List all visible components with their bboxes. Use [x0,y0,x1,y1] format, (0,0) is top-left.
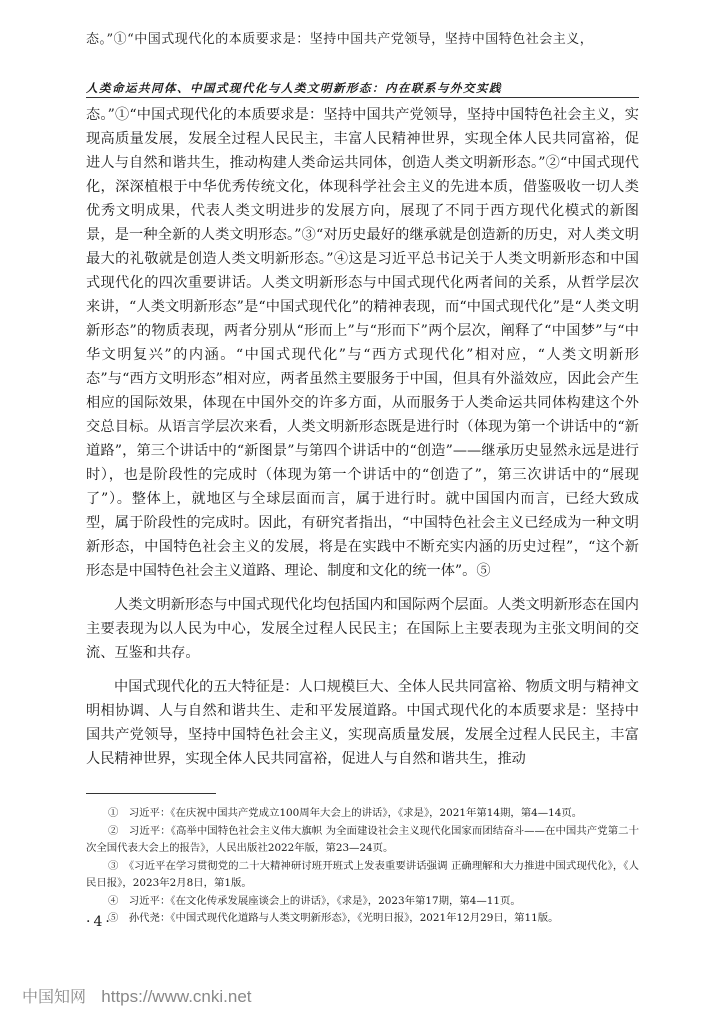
footnote-5: ⑤ 孙代尧：《中国式现代化道路与人类文明新形态》，《光明日报》，2021年12月29日，第11版。 [108,912,559,924]
page-number: ·4· [86,914,113,930]
body-paragraph-2: 人类文明新形态与中国式现代化均包括国内和国际两个层面。人类文明新形态在国内主要表现为以人民为中心，发展全过程人民民主；在国际上主要表现为主张文明间的交流、互鉴和共存。 [86,597,639,661]
cnki-watermark [22,984,252,1007]
body-paragraph-1: 态。”①“中国式现代化的本质要求是：坚持中国共产党领导，坚持中国特色社会主义，实现高质量发展，发展全过程人民民主，丰富人民精神世界，实现全体人民共同富裕，促进人与自然和谐共生，推动构建人类命运共同体，创造人类文明新形态。”②“中国式现代化，深深植根于中华优秀传统文化，体现科学社会主义的先进本质，借鉴吸收一切人类优秀文明成果，代表人类文明进步的发展方向，展现了不同于西方现代化模式的新图景，是一种全新的人类文明形态。”③“对历史最好的继承就是创造新的历史，对人类文明最大的礼敬就是创造人类文明新形态。”④这是习近平总书记关于人类文明新形态和中国式现代化的四次重要讲话。人类文明新形态与中国式现代化两者间的关系，从哲学层次来讲，“人类文明新形态”是“中国式现代化”的精神表现，而“中国式现代化”是“人类文明新形态”的物质表现，两者分别从“形而上”与“形而下”两个层次，阐释了“中国梦”与“中华文明复兴”的内涵。“中国式现代化”与“西方式现代化”相对应，“人类文明新形态”与“西方文明形态”相对应，两者虽然主要服务于中国，但具有外溢效应，因此会产生相应的国际效果，体现在中国外交的许多方面，从而服务于人类命运共同体构建这个外交总目标。从语言学层次来看，人类文明新形态既是进行时（体现为第一个讲话中的“新道路”，第三个讲话中的“新图景”与第四个讲话中的“创造”——继承历史显然永远是进行时），也是阶段性的完成时（体现为第一个讲话中的“创造了”，第三次讲话中的“展现了”）。整体上，就地区与全球层面而言，属于进行时。就中国国内而言，已经大致成型，属于阶段性的完成时。因此，有研究者指出，“中国特色社会主义已经成为一种文明新形态，中国特色社会主义的发展，将是在实践中不断充实内涵的历史过程”，“这个新形态是中国特色社会主义道路、理论、制度和文化的统一体”。⑤ [86,107,639,579]
body-text [86,103,639,781]
footnote-rule [86,793,216,794]
previous-page-top-line: 态。”①“中国式现代化的本质要求是：坚持中国共产党领导，坚持中国特色社会主义， [86,32,594,47]
footnote-1: ① 习近平：《在庆祝中国共产党成立100周年大会上的讲话》，《求是》，2021年第14期，第4—14页。 [108,807,583,819]
footnote-2: ② 习近平：《高举中国特色社会主义伟大旗帜 为全面建设社会主义现代化国家而团结奋斗——在中国共产党第二十次全国代表大会上的报告》，人民出版社2022年版，第23—24页。 [86,824,639,854]
footnote-3: ③ 《习近平在学习贯彻党的二十大精神研讨班开班式上发表重要讲话强调 正确理解和大力推进中国式现代化》，《人民日报》，2023年2月8日，第1版。 [86,859,639,889]
header-rule [86,97,639,98]
body-paragraph-3: 中国式现代化的五大特征是：人口规模巨大、全体人民共同富裕、物质文明与精神文明相协调、人与自然和谐共生、走和平发展道路。中国式现代化的本质要求是：坚持中国共产党领导，坚持中国特色社会主义，实现高质量发展，发展全过程人民民主，丰富人民精神世界，实现全体人民共同富裕，促进人与自然和谐共生，推动 [86,679,639,767]
running-header: 人类命运共同体、中国式现代化与人类文明新形态：内在联系与外交实践 [86,81,502,95]
footnotes [86,805,639,928]
cnki-logo-text: 中国知网 [22,987,87,1006]
footnote-4: ④ 习近平：《在文化传承发展座谈会上的讲话》，《求是》，2023年第17期，第4—11页。 [108,894,521,907]
cnki-url: https://www.cnki.net [101,987,252,1006]
